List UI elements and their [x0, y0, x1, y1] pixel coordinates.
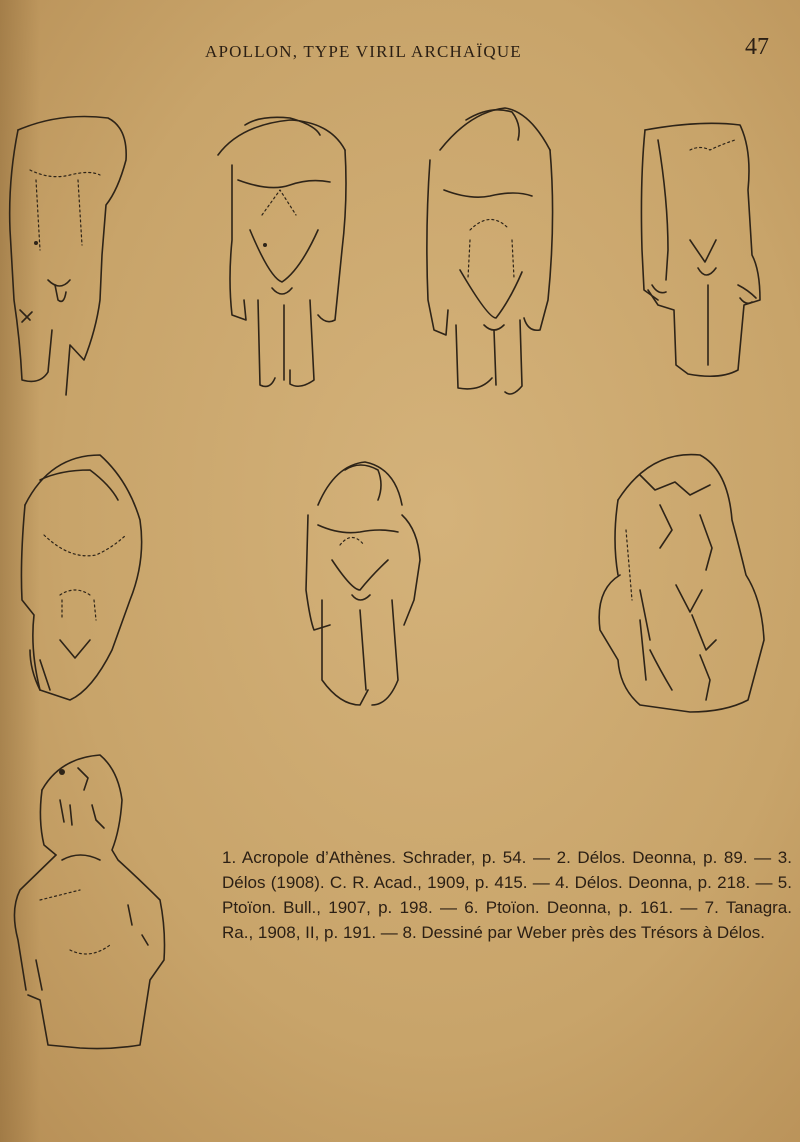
figure-6-ptoion-statue: [306, 462, 420, 705]
figure-3-delos-torso: [427, 108, 553, 394]
figure-4-delos-torso: [641, 123, 760, 376]
page-number: 47: [745, 34, 769, 60]
figure-1-acropolis-torso: [10, 117, 127, 396]
figure-8-weber-drawing: [14, 755, 164, 1049]
figure-5-ptoion-torso: [21, 455, 141, 700]
caption-text: 1. Acropole d’Athènes. Schrader, p. 54. — 2. Délos. Deonna, p. 89. — 3. Délos (1908). C. R. Acad., 1909, p. 415. — 4. Délos. Deonna, p. 218. — 5. Ptoïon. Bull., 1907, p. 198. — 6. Ptoïon. Deonna, p. 161. — 7. Tanagra. Ra., 1908, II, p. 191. — 8. Dessiné par Weber près des Trésors à Délos.: [222, 848, 792, 942]
figure-caption: [222, 845, 792, 945]
figure-2-delos-torso: [218, 117, 346, 386]
running-title: APOLLON, TYPE VIRIL ARCHAÏQUE: [205, 42, 522, 61]
figure-7-tanagra-torso: [599, 455, 764, 712]
